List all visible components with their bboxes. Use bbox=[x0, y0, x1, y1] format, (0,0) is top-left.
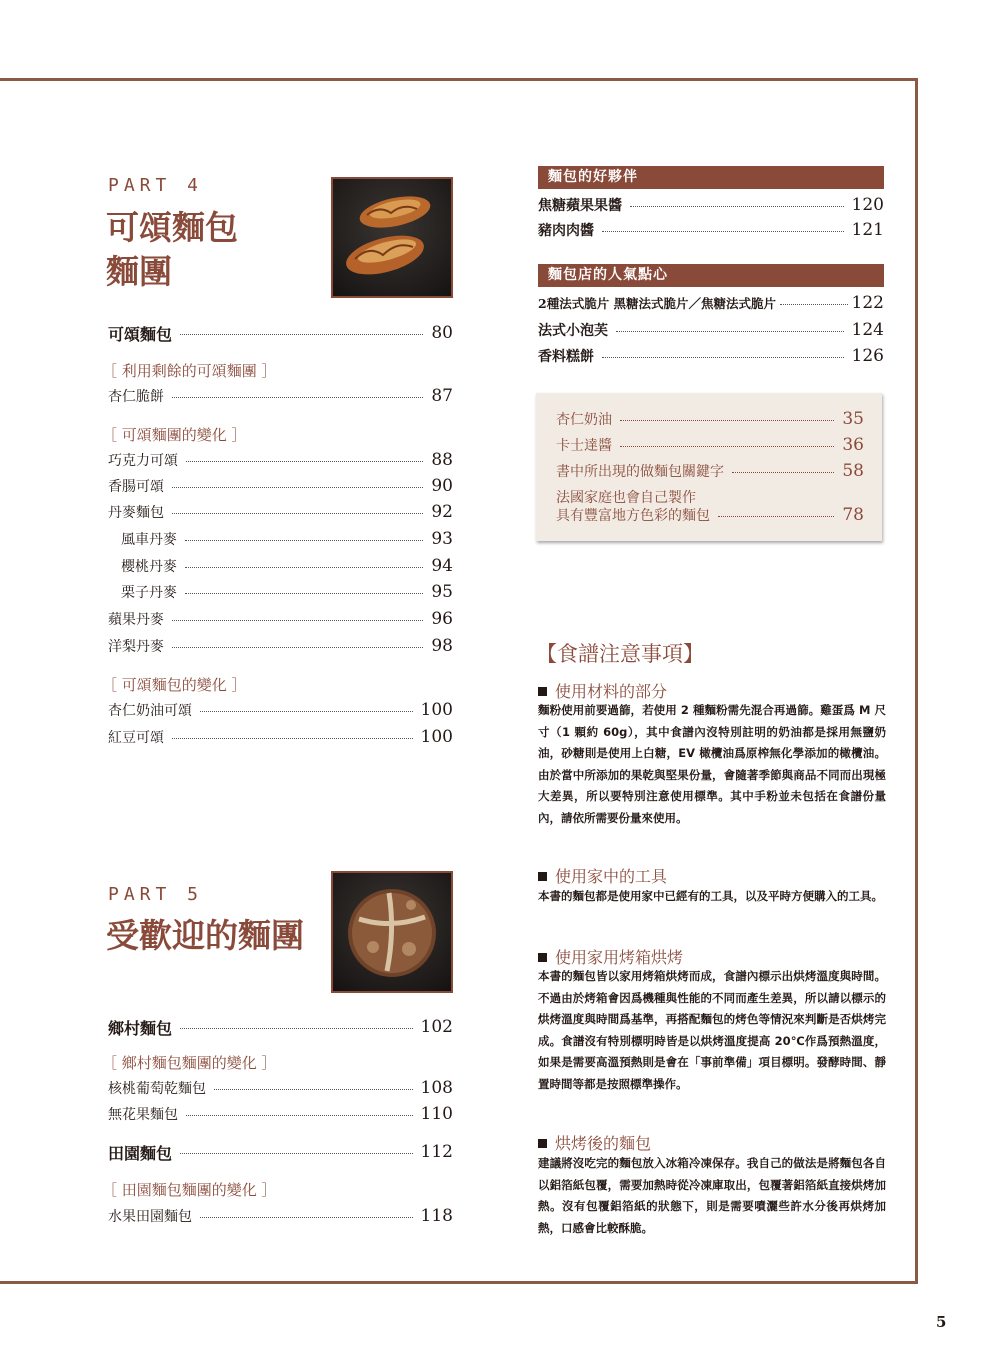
toc-label: 豬肉肉醬 bbox=[538, 223, 594, 239]
toc-label: 栗子丹麥 bbox=[121, 585, 177, 601]
page-number: 5 bbox=[936, 1313, 947, 1331]
toc-page: 100 bbox=[420, 727, 453, 747]
toc-row[interactable] bbox=[108, 700, 453, 720]
leader-dots bbox=[180, 1153, 413, 1154]
toc-label: 巧克力可頌 bbox=[108, 453, 178, 469]
toc-page: 87 bbox=[431, 386, 453, 406]
leader-dots bbox=[172, 738, 413, 739]
note-body: 建議將沒吃完的麵包放入冰箱冷凍保存。我自己的做法是將麵包各自以鋁箔紙包覆，需要加熱時從冷凍庫取出，包覆著鋁箔紙直接烘烤加熱。沒有包覆鋁箔紙的狀態下，則是需要噴灑些許水分後再烘烤加熱，口感會比較酥脆。 bbox=[538, 1156, 886, 1235]
toc-row[interactable] bbox=[538, 320, 884, 340]
leader-dots bbox=[186, 461, 423, 462]
note-heading bbox=[538, 864, 667, 887]
toc-row[interactable] bbox=[121, 582, 453, 602]
toc-row[interactable] bbox=[108, 1078, 453, 1098]
section-title: ［ 鄉村麵包麵團的變化 ］ bbox=[102, 1054, 277, 1072]
toc-label: 焦糖蘋果果醬 bbox=[538, 198, 622, 214]
leader-dots bbox=[186, 1115, 413, 1116]
toc-page: 96 bbox=[431, 609, 453, 629]
toc-row[interactable] bbox=[538, 293, 884, 313]
toc-label: 杏仁奶油可頌 bbox=[108, 703, 192, 719]
toc-page: 120 bbox=[851, 195, 884, 215]
toc-label: 水果田園麵包 bbox=[108, 1209, 192, 1225]
toc-row[interactable] bbox=[108, 450, 453, 470]
toc-label: 法式小泡芙 bbox=[538, 323, 608, 339]
section-title: ［ 田園麵包麵團的變化 ］ bbox=[102, 1181, 277, 1199]
leader-dots bbox=[780, 304, 847, 305]
toc-row-rustic-bread[interactable] bbox=[108, 1142, 453, 1162]
leader-dots bbox=[200, 1217, 413, 1218]
toc-page: 102 bbox=[420, 1017, 453, 1037]
leader-dots bbox=[185, 593, 423, 594]
leader-dots bbox=[172, 647, 423, 648]
toc-page: 94 bbox=[431, 556, 453, 576]
square-bullet-icon bbox=[538, 953, 547, 962]
toc-row[interactable] bbox=[108, 1104, 453, 1124]
toc-row[interactable] bbox=[108, 386, 453, 406]
section-title: ［ 可頌麵包的變化 ］ bbox=[102, 676, 247, 694]
toc-label: 書中所出現的做麵包關鍵字 bbox=[556, 464, 724, 480]
toc-page: 95 bbox=[431, 582, 453, 602]
square-bullet-icon bbox=[538, 687, 547, 696]
toc-label: 無花果麵包 bbox=[108, 1107, 178, 1123]
section-bar: 麵包店的人氣點心 bbox=[538, 264, 884, 287]
note-heading bbox=[538, 1131, 651, 1154]
leader-dots bbox=[172, 487, 423, 488]
croissant-image bbox=[333, 179, 451, 296]
note-body: 本書的麵包皆以家用烤箱烘烤而成，食譜內標示出烘烤溫度與時間。不過由於烤箱會因爲機種與性能的不同而產生差異，所以請以標示的烘烤溫度與時間爲基準，再搭配麵包的烤色等情況來判斷是否烘烤完成。食譜沒有特別標明時皆是以烘烤溫度提高 20℃作爲預熱溫度，如果是需要高溫預熱則是會在「事前準備」項目標明。發酵時間、靜置時間等都是按照標準操作。 bbox=[538, 969, 886, 1091]
toc-row[interactable] bbox=[556, 461, 864, 481]
toc-label: 櫻桃丹麥 bbox=[121, 559, 177, 575]
toc-page: 36 bbox=[842, 435, 864, 455]
toc-row[interactable] bbox=[556, 505, 864, 525]
toc-row-country-bread[interactable] bbox=[108, 1017, 453, 1037]
toc-page: 93 bbox=[431, 529, 453, 549]
toc-row[interactable] bbox=[108, 609, 453, 629]
leader-dots bbox=[732, 472, 834, 473]
part4-title-line1: 可頌麵包 bbox=[106, 208, 238, 247]
appendix-box bbox=[536, 393, 882, 541]
toc-row[interactable] bbox=[556, 435, 864, 455]
country-bread-photo bbox=[331, 871, 453, 993]
toc-label: 鄉村麵包 bbox=[108, 1018, 173, 1038]
toc-row[interactable] bbox=[108, 727, 453, 747]
part4-label: PART 4 bbox=[108, 175, 204, 196]
country-bread-image bbox=[333, 873, 451, 991]
leader-dots bbox=[185, 567, 423, 568]
toc-row-croissant[interactable] bbox=[108, 323, 453, 343]
note-heading-text: 使用家用烤箱烘烤 bbox=[555, 948, 684, 967]
toc-label: 杏仁奶油 bbox=[556, 412, 612, 428]
toc-row-line1[interactable] bbox=[556, 487, 864, 507]
toc-label: 香腸可頌 bbox=[108, 479, 164, 495]
toc-label: 蘋果丹麥 bbox=[108, 612, 164, 628]
toc-label: 2種法式脆片 黑糖法式脆片／焦糖法式脆片 bbox=[538, 296, 777, 311]
toc-page: 124 bbox=[851, 320, 884, 340]
toc-row[interactable] bbox=[121, 556, 453, 576]
toc-page: 118 bbox=[420, 1206, 453, 1226]
leader-dots bbox=[172, 513, 423, 514]
note-heading-text: 使用材料的部分 bbox=[555, 682, 668, 701]
toc-row[interactable] bbox=[538, 220, 884, 240]
toc-page: 92 bbox=[431, 502, 453, 522]
note-heading bbox=[538, 679, 667, 702]
toc-label: 卡士達醬 bbox=[556, 438, 612, 454]
note-heading bbox=[538, 945, 683, 968]
toc-row[interactable] bbox=[108, 636, 453, 656]
leader-dots bbox=[620, 446, 834, 447]
toc-row[interactable] bbox=[121, 529, 453, 549]
part4-title-line2: 麵團 bbox=[106, 252, 172, 291]
toc-label: 田園麵包 bbox=[108, 1143, 173, 1163]
toc-page: 100 bbox=[420, 700, 453, 720]
leader-dots bbox=[172, 620, 423, 621]
toc-row[interactable] bbox=[556, 409, 864, 429]
toc-page: 88 bbox=[431, 450, 453, 470]
toc-page: 58 bbox=[842, 461, 864, 481]
note-heading-text: 烘烤後的麵包 bbox=[555, 1134, 652, 1153]
croissants-photo bbox=[331, 177, 453, 298]
toc-page: 126 bbox=[851, 346, 884, 366]
square-bullet-icon bbox=[538, 872, 547, 881]
toc-label: 可頌麵包 bbox=[108, 324, 173, 344]
note-heading-text: 使用家中的工具 bbox=[555, 867, 668, 886]
leader-dots bbox=[172, 397, 423, 398]
toc-page: 122 bbox=[851, 293, 884, 313]
toc-row[interactable] bbox=[538, 346, 884, 366]
toc-label: 風車丹麥 bbox=[121, 532, 177, 548]
leader-dots bbox=[718, 516, 834, 517]
toc-row[interactable] bbox=[108, 502, 453, 522]
square-bullet-icon bbox=[538, 1139, 547, 1148]
leader-dots bbox=[185, 540, 423, 541]
notes-title: 【食譜注意事項】 bbox=[536, 642, 704, 666]
toc-page: 98 bbox=[431, 636, 453, 656]
part4-title bbox=[106, 206, 238, 294]
toc-row[interactable] bbox=[538, 195, 884, 215]
leader-dots bbox=[620, 420, 834, 421]
part5-label: PART 5 bbox=[108, 884, 204, 905]
leader-dots bbox=[200, 711, 413, 712]
toc-page: 90 bbox=[431, 476, 453, 496]
section-bar: 麵包的好夥伴 bbox=[538, 166, 884, 189]
toc-label: 香料糕餅 bbox=[538, 349, 594, 365]
leader-dots bbox=[630, 206, 844, 207]
note-body: 麵粉使用前要過篩，若使用 2 種麵粉需先混合再過篩。雞蛋爲 M 尺寸（1 顆約 60g），其中食譜內沒特別註明的奶油都是採用無鹽奶油，砂糖則是使用上白糖，EV 橄欖油爲原榨無化學添加的橄欖油。由於當中所添加的果乾與堅果份量，會隨著季節與商品不同而出現極大差異，所以要特別注意使用標準。其中手粉並未包括在食譜份量內，請依所需要份量來使用。 bbox=[538, 703, 886, 825]
toc-page: 35 bbox=[842, 409, 864, 429]
toc-label: 核桃葡萄乾麵包 bbox=[108, 1081, 206, 1097]
part5-title: 受歡迎的麵團 bbox=[106, 916, 304, 955]
toc-page: 108 bbox=[420, 1078, 453, 1098]
leader-dots bbox=[180, 334, 423, 335]
toc-row[interactable] bbox=[108, 1206, 453, 1226]
leader-dots bbox=[602, 357, 844, 358]
toc-label: 杏仁脆餅 bbox=[108, 389, 164, 405]
toc-label: 具有豐富地方色彩的麵包 bbox=[556, 508, 710, 524]
toc-label: 法國家庭也會自己製作 bbox=[556, 490, 696, 506]
toc-label: 紅豆可頌 bbox=[108, 730, 164, 746]
leader-dots bbox=[616, 331, 844, 332]
toc-page: 78 bbox=[842, 505, 864, 525]
toc-page: 80 bbox=[431, 323, 453, 343]
section-title: ［ 可頌麵團的變化 ］ bbox=[102, 426, 247, 444]
leader-dots bbox=[214, 1089, 413, 1090]
leader-dots bbox=[602, 231, 844, 232]
section-title: ［ 利用剩餘的可頌麵團 ］ bbox=[102, 362, 277, 380]
leader-dots bbox=[180, 1028, 413, 1029]
note-body: 本書的麵包都是使用家中已經有的工具，以及平時方便購入的工具。 bbox=[538, 889, 883, 903]
toc-row[interactable] bbox=[108, 476, 453, 496]
toc-label: 洋梨丹麥 bbox=[108, 639, 164, 655]
toc-page: 112 bbox=[420, 1142, 453, 1162]
toc-page: 121 bbox=[851, 220, 884, 240]
toc-label: 丹麥麵包 bbox=[108, 505, 164, 521]
toc-page: 110 bbox=[420, 1104, 453, 1124]
